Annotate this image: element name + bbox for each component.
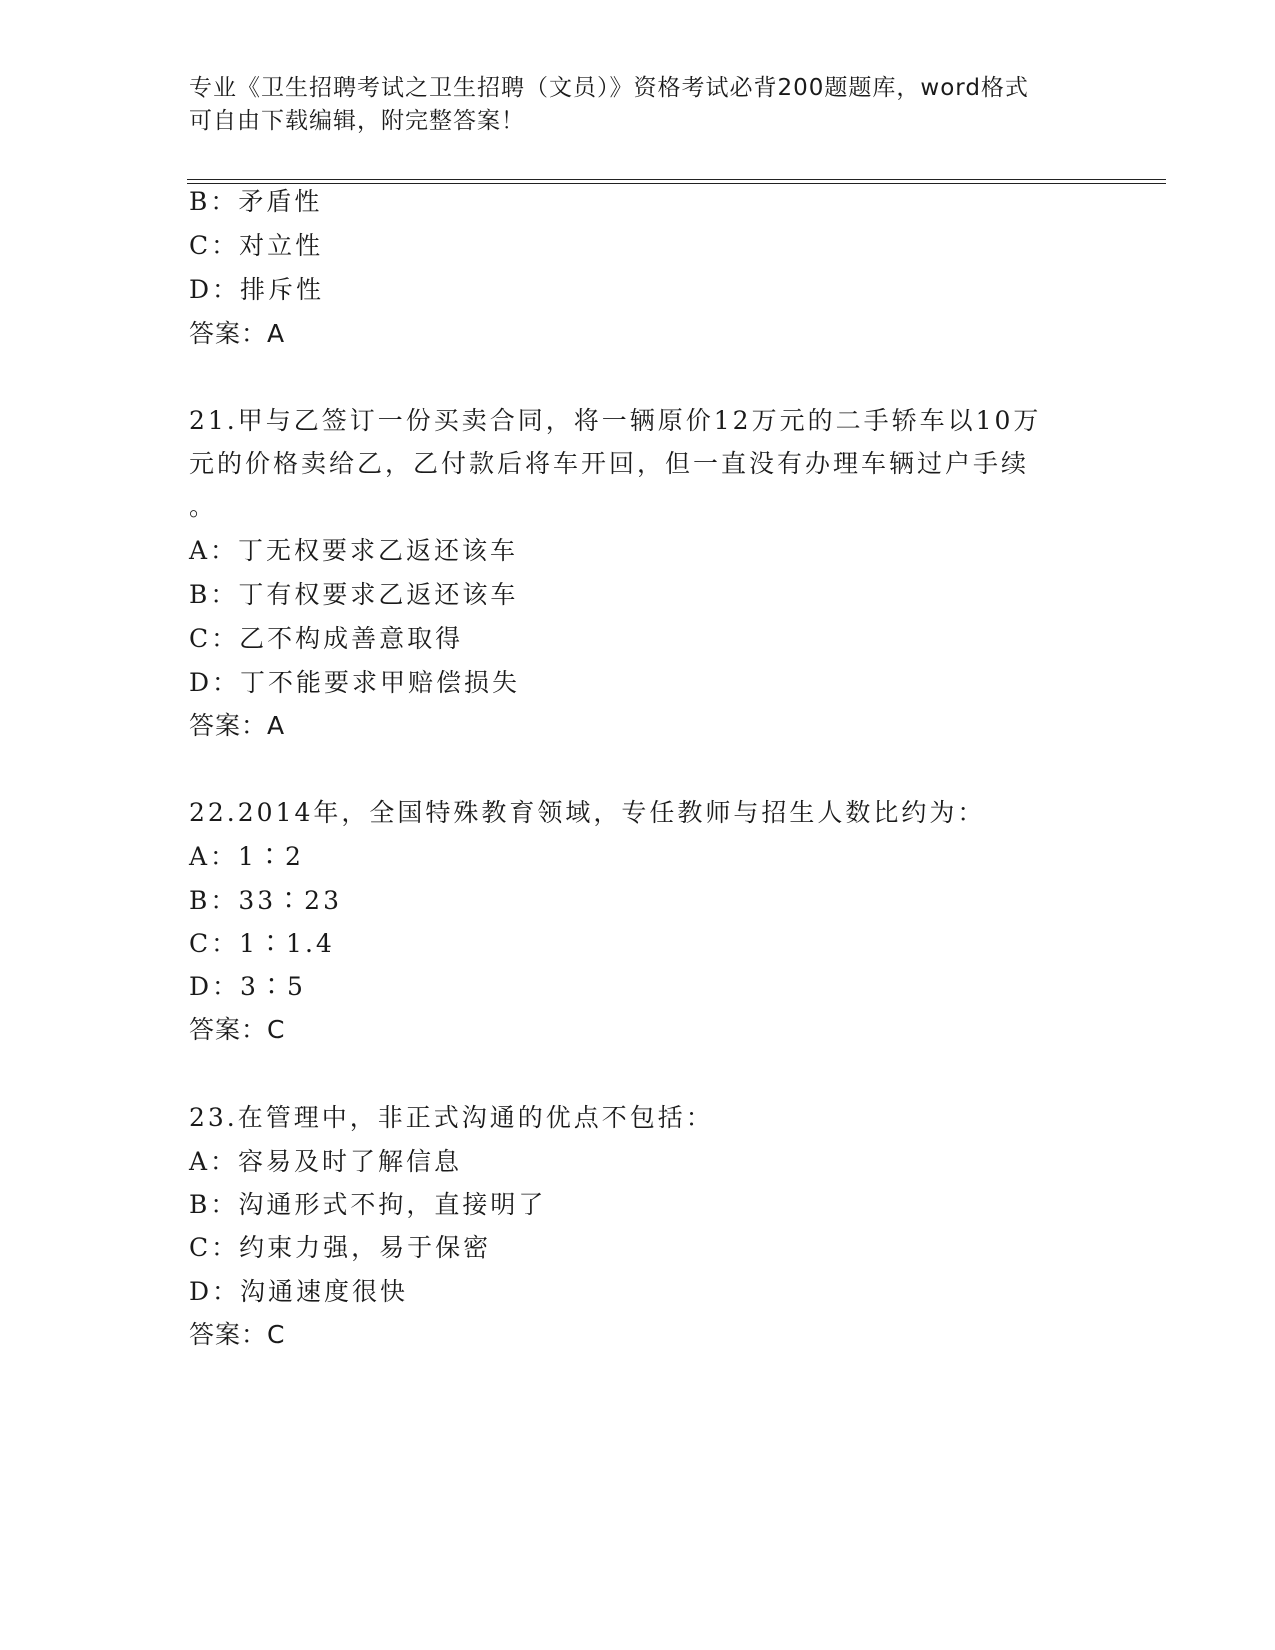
question-stem-line: 22.2014年，全国特殊教育领域，专任教师与招生人数比约为： bbox=[189, 798, 986, 827]
option-c: C：1∶1.4 bbox=[189, 929, 335, 958]
option-c: C：对立性 bbox=[189, 231, 324, 260]
option-b: B：矛盾性 bbox=[189, 187, 323, 216]
header-line-2: 可自由下载编辑，附完整答案！ bbox=[189, 108, 525, 134]
answer-line: 答案：A bbox=[189, 711, 286, 740]
option-b: B：丁有权要求乙返还该车 bbox=[189, 580, 519, 609]
option-d: D：排斥性 bbox=[189, 275, 325, 304]
option-d: D：3∶5 bbox=[189, 972, 306, 1001]
question-stem-line: 元的价格卖给乙，乙付款后将车开回，但一直没有办理车辆过户手续 bbox=[189, 449, 1030, 478]
option-a: A：丁无权要求乙返还该车 bbox=[189, 536, 519, 565]
answer-line: 答案：C bbox=[189, 1320, 286, 1349]
option-b: B：沟通形式不拘，直接明了 bbox=[189, 1190, 547, 1219]
header-rule-bottom bbox=[187, 183, 1166, 184]
option-c: C：约束力强，易于保密 bbox=[189, 1233, 492, 1262]
option-a: A：1∶2 bbox=[189, 842, 304, 871]
answer-line: 答案：A bbox=[189, 319, 286, 348]
option-b: B：33∶23 bbox=[189, 886, 342, 915]
option-d: D：丁不能要求甲赔偿损失 bbox=[189, 668, 521, 697]
document-header bbox=[189, 72, 1069, 138]
header-line-1: 专业《卫生招聘考试之卫生招聘（文员）》资格考试必背200题题库，word格式 bbox=[189, 75, 1029, 101]
answer-line: 答案：C bbox=[189, 1015, 286, 1044]
question-stem-line: 21.甲与乙签订一份买卖合同，将一辆原价12万元的二手轿车以10万 bbox=[189, 406, 1042, 435]
option-c: C：乙不构成善意取得 bbox=[189, 624, 464, 653]
option-a: A：容易及时了解信息 bbox=[189, 1147, 463, 1176]
question-stem-line: 23.在管理中，非正式沟通的优点不包括： bbox=[189, 1103, 714, 1132]
question-stem-line: 。 bbox=[189, 492, 218, 521]
header-rule-top bbox=[187, 179, 1166, 180]
option-d: D：沟通速度很快 bbox=[189, 1277, 409, 1306]
